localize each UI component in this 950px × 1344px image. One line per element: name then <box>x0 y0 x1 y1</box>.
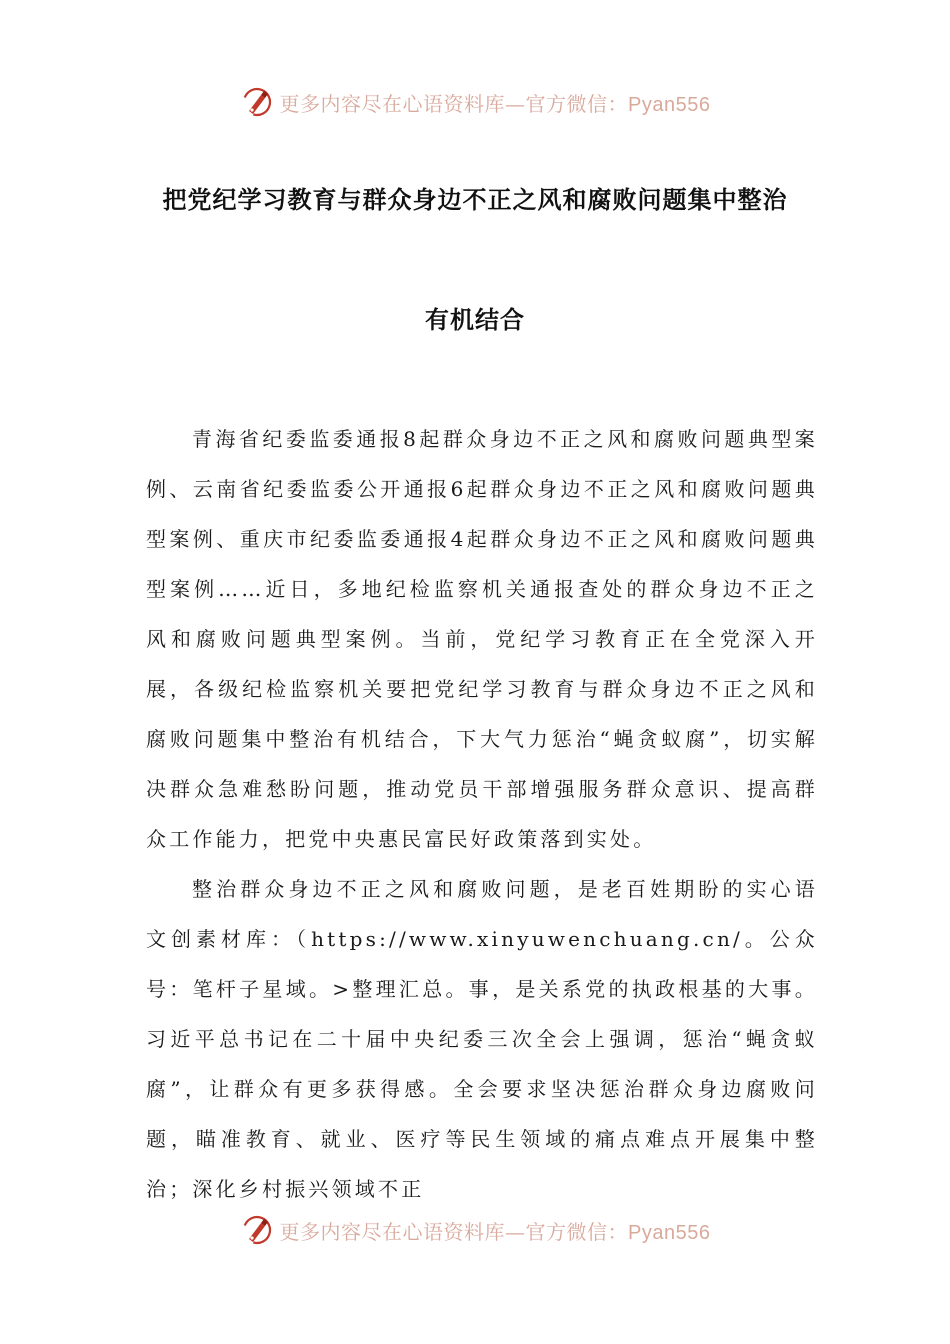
document-body <box>146 414 818 1214</box>
watermark-banner-bottom <box>0 1208 950 1252</box>
watermark-wechat-id: Pyan556 <box>628 1221 711 1244</box>
watermark-text: 更多内容尽在心语资料库—官方微信： <box>279 91 629 116</box>
pen-nib-logo-icon <box>240 85 274 119</box>
watermark-text: 更多内容尽在心语资料库—官方微信： <box>279 1219 629 1244</box>
document-title-line-2: 有机结合 <box>425 306 525 334</box>
paragraph-2: 整治群众身边不正之风和腐败问题，是老百姓期盼的实心语文创素材库：（https://www.xinyuwenchuang.cn/。公众号：笔杆子星域。>整理汇总。事，是关系党的执政根基的大事。习近平总书记在二十届中央纪委三次全会上强调，惩治“蝇贪蚁腐”，让群众有更多获得感。全会要求坚决惩治群众身边腐败问题，瞄准教育、就业、医疗等民生领域的痛点难点开展集中整治；深化乡村振兴领域不正 <box>146 877 818 1201</box>
pen-nib-logo-icon <box>240 1213 274 1247</box>
document-title-line-1: 把党纪学习教育与群众身边不正之风和腐败问题集中整治 <box>162 186 788 214</box>
watermark-wechat-id: Pyan556 <box>628 93 711 116</box>
paragraph-1: 青海省纪委监委通报8起群众身边不正之风和腐败问题典型案例、云南省纪委监委公开通报6起群众身边不正之风和腐败问题典型案例、重庆市纪委监委通报4起群众身边不正之风和腐败问题典型案例……近日，多地纪检监察机关通报查处的群众身边不正之风和腐败问题典型案例。当前，党纪学习教育正在全党深入开展，各级纪检监察机关要把党纪学习教育与群众身边不正之风和腐败问题集中整治有机结合，下大气力惩治“蝇贪蚁腐”，切实解决群众急难愁盼问题，推动党员干部增强服务群众意识、提高群众工作能力，把党中央惠民富民好政策落到实处。 <box>146 427 818 851</box>
watermark-banner-top <box>0 80 950 124</box>
